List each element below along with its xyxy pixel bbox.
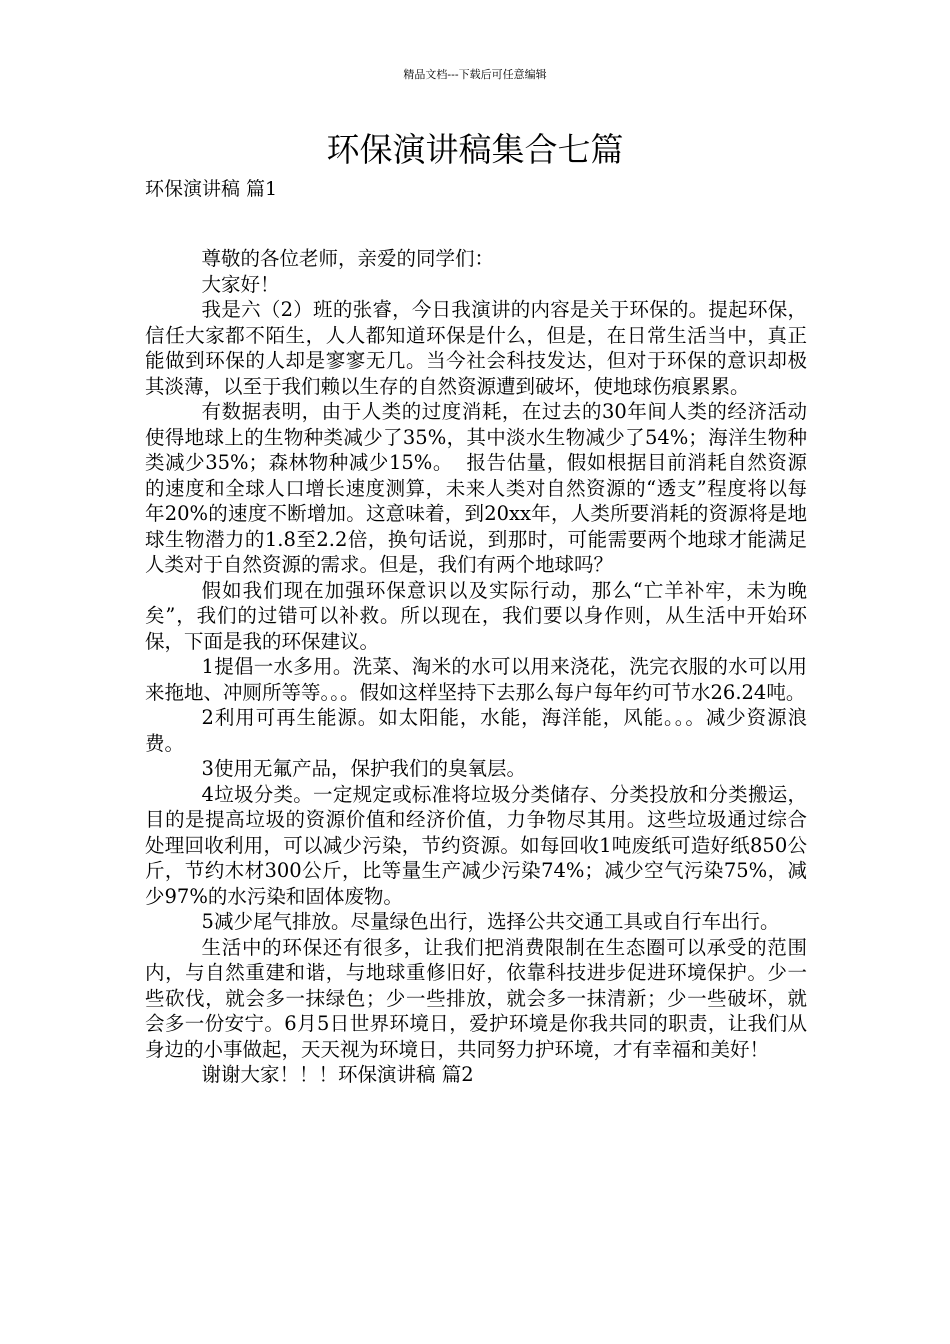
paragraph-suggestion-5: 5减少尾气排放。尽量绿色出行，选择公共交通工具或自行车出行。 <box>201 910 780 933</box>
document-title: 环保演讲稿集合七篇 <box>326 130 624 169</box>
paragraph-closing: 谢谢大家！！！环保演讲稿 篇2 <box>201 1063 474 1086</box>
paragraph-intro: 我是六（2）班的张睿，今日我演讲的内容是关于环保的。提起环保，信任大家都不陌生，人人都知道环保是什么，但是，在日常生活当中，真正能做到环保的人却是寥寥无几。当今社会科技发达，但对于环保的意识却极其淡薄，以至于我们赖以生存的自然资源遭到破坏，使地球伤痕累累。 <box>145 298 807 398</box>
paragraph-data: 有数据表明，由于人类的过度消耗，在过去的30年间人类的经济活动使得地球上的生物种类减少了35%，其中淡水生物减少了54%；海洋生物种类减少35%；森林物种减少15%。 报告估量，假如根据目前消耗自然资源的速度和全球人口增长速度测算，未来人类对自然资源的“透支”程度将以每年20%的速度不断增加。这意味着，到20xx年，人类所要消耗的资源将是地球生物潜力的1.8至2.2倍，换句话说，到那时，可能需要两个地球才能满足人类对于自然资源的需求。但是，我们有两个地球吗？ <box>145 400 807 576</box>
paragraph-action: 假如我们现在加强环保意识以及实际行动，那么“亡羊补牢，未为晚矣”，我们的过错可以补救。所以现在，我们要以身作则，从生活中开始环保，下面是我的环保建议。 <box>145 578 807 653</box>
document-body <box>145 246 807 1088</box>
paragraph-suggestion-3: 3使用无氟产品，保护我们的臭氧层。 <box>201 757 526 780</box>
paragraph-suggestion-1: 1提倡一水多用。洗菜、淘米的水可以用来浇花，洗完衣服的水可以用来拖地、冲厕所等等。。。假如这样坚持下去那么每户每年约可节水26.24吨。 <box>145 655 807 704</box>
paragraph-salutation: 尊敬的各位老师，亲爱的同学们： <box>201 247 495 270</box>
paragraph-suggestion-4: 4垃圾分类。一定规定或标准将垃圾分类储存、分类投放和分类搬运，目的是提高垃圾的资源价值和经济价值，力争物尽其用。这些垃圾通过综合处理回收利用，可以减少污染，节约资源。如每回收1吨废纸可造好纸850公斤，节约木材300公斤，比等量生产减少污染74%；减少空气污染75%，减少97%的水污染和固体废物。 <box>145 782 807 908</box>
paragraph-suggestion-2: 2利用可再生能源。如太阳能，水能，海洋能，风能。。。减少资源浪费。 <box>145 706 807 755</box>
header-note: 精品文档---下载后可任意编辑 <box>403 68 547 81</box>
paragraph-conclusion: 生活中的环保还有很多，让我们把消费限制在生态圈可以承受的范围内，与自然重建和谐，与地球重修旧好，依靠科技进步促进环境保护。少一些砍伐，就会多一抹绿色；少一些排放，就会多一抹清新；少一些破坏，就会多一份安宁。6月5日世界环境日，爱护环境是你我共同的职责，让我们从身边的小事做起，天天视为环境日，共同努力护环境，才有幸福和美好！ <box>145 935 807 1061</box>
section-heading: 环保演讲稿 篇1 <box>145 178 278 200</box>
paragraph-greeting: 大家好！ <box>201 272 280 296</box>
